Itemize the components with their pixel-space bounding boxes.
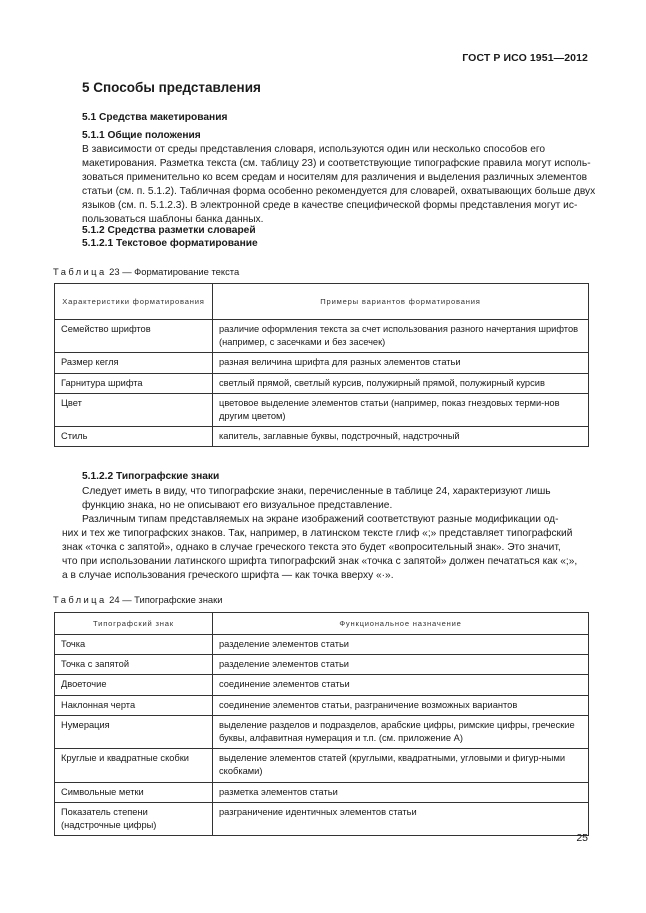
table-header-cell: Типографский знак bbox=[55, 613, 213, 635]
table-cell: соединение элементов статьи bbox=[213, 675, 589, 695]
caption-word: Таблица bbox=[53, 266, 107, 277]
table-cell: Круглые и квадратные скобки bbox=[55, 749, 213, 782]
paragraph-line: статьи (см. п. 5.1.2). Табличная форма особенно рекомендуется для словарей, охватывающих больше двух bbox=[82, 185, 596, 197]
table-23-caption bbox=[53, 266, 239, 277]
paragraph-line: зоваться применительно ко всем средам и носителям для различения и выделения различных элементов bbox=[82, 171, 588, 183]
caption-text: 24 — Типографские знаки bbox=[109, 594, 223, 605]
table-24-caption bbox=[53, 594, 222, 605]
paragraph-line: языков (см. п. 5.1.2.3). В электронной среде в качестве специфической формы представления могут ис- bbox=[82, 199, 578, 211]
table-row bbox=[55, 373, 589, 393]
paragraph-line: них и тех же типографских знаков. Так, например, в латинском тексте глиф «;» представляет типографский bbox=[62, 527, 573, 539]
paragraph-line: а в случае использования греческого шрифта — как точка вверху «·». bbox=[62, 569, 394, 581]
table-cell: разделение элементов статьи bbox=[213, 635, 589, 655]
table-row bbox=[55, 320, 589, 353]
section-5-1-2-2-title: 5.1.2.2 Типографские знаки bbox=[82, 471, 220, 482]
table-cell: Размер кегля bbox=[55, 353, 213, 373]
table-row bbox=[55, 655, 589, 675]
table-row bbox=[55, 782, 589, 802]
section-5-title: 5 Способы представления bbox=[82, 80, 261, 95]
table-cell: Семейство шрифтов bbox=[55, 320, 213, 353]
table-row bbox=[55, 715, 589, 748]
table-cell: выделение разделов и подразделов, арабские цифры, римские цифры, греческие буквы, алфавитная нумерация и т.п. (см. приложение А) bbox=[213, 715, 589, 748]
table-cell: Показатель степени (надстрочные цифры) bbox=[55, 802, 213, 835]
table-cell: светлый прямой, светлый курсив, полужирный прямой, полужирный курсив bbox=[213, 373, 589, 393]
table-cell: разная величина шрифта для разных элементов статьи bbox=[213, 353, 589, 373]
table-cell: разделение элементов статьи bbox=[213, 655, 589, 675]
table-cell: Точка с запятой bbox=[55, 655, 213, 675]
page-number: 25 bbox=[576, 832, 588, 844]
table-cell: Цвет bbox=[55, 393, 213, 426]
table-cell: Двоеточие bbox=[55, 675, 213, 695]
table-cell: Наклонная черта bbox=[55, 695, 213, 715]
table-cell: Точка bbox=[55, 635, 213, 655]
section-5-1-1-title: 5.1.1 Общие положения bbox=[82, 130, 201, 141]
table-cell: Нумерация bbox=[55, 715, 213, 748]
table-cell: Стиль bbox=[55, 427, 213, 447]
caption-text: 23 — Форматирование текста bbox=[109, 266, 240, 277]
table-header-cell: Функциональное назначение bbox=[213, 613, 589, 635]
paragraph-line: знак «точка с запятой», однако в случае греческого текста это будет «вопросительный знак». Это значит, bbox=[62, 541, 561, 553]
table-cell: разграничение идентичных элементов статьи bbox=[213, 802, 589, 835]
table-row bbox=[55, 353, 589, 373]
section-5-1-2-2-paragraph-1 bbox=[82, 485, 588, 513]
paragraph-line: Различным типам представляемых на экране изображений соответствуют разные модификации од- bbox=[82, 514, 559, 525]
table-header-row bbox=[55, 284, 589, 320]
table-24 bbox=[54, 612, 589, 836]
table-row bbox=[55, 427, 589, 447]
table-cell: различие оформления текста за счет использования разного начертания шрифтов (например, с засечками и без засечек) bbox=[213, 320, 589, 353]
paragraph-line: пользоваться шаблоны банка данных. bbox=[82, 213, 264, 225]
section-5-1-2-title: 5.1.2 Средства разметки словарей bbox=[82, 225, 256, 236]
table-row bbox=[55, 635, 589, 655]
table-23 bbox=[54, 283, 589, 447]
table-row bbox=[55, 675, 589, 695]
table-cell: выделение элементов статей (круглыми, квадратными, угловыми и фигур-ными скобками) bbox=[213, 749, 589, 782]
table-cell: разметка элементов статьи bbox=[213, 782, 589, 802]
paragraph-line: В зависимости от среды представления словаря, используются один или несколько способов его bbox=[82, 144, 546, 155]
section-5-1-2-1-title: 5.1.2.1 Текстовое форматирование bbox=[82, 238, 258, 249]
table-header-cell: Характеристики форматирования bbox=[55, 284, 213, 320]
table-row bbox=[55, 393, 589, 426]
section-5-1-title: 5.1 Средства макетирования bbox=[82, 112, 228, 123]
table-cell: Гарнитура шрифта bbox=[55, 373, 213, 393]
table-header-cell: Примеры вариантов форматирования bbox=[213, 284, 589, 320]
table-row bbox=[55, 695, 589, 715]
table-row bbox=[55, 802, 589, 835]
caption-word: Таблица bbox=[53, 594, 107, 605]
table-cell: Символьные метки bbox=[55, 782, 213, 802]
paragraph-line: что при использовании латинского шрифта типографский знак «точка с запятой» должен печататься как «;», bbox=[62, 555, 578, 567]
paragraph-line: макетирования. Разметка текста (см. таблицу 23) и соответствующие типографские правила могут исполь- bbox=[82, 157, 591, 169]
table-header-row bbox=[55, 613, 589, 635]
table-row bbox=[55, 749, 589, 782]
table-cell: соединение элементов статьи, разграничение возможных вариантов bbox=[213, 695, 589, 715]
paragraph-line: функцию знака, но не описывают его визуальное представление. bbox=[82, 499, 393, 511]
document-header: ГОСТ Р ИСО 1951—2012 bbox=[462, 52, 588, 64]
section-5-1-1-paragraph bbox=[82, 143, 596, 226]
section-5-1-2-2-paragraph-2 bbox=[62, 513, 588, 583]
table-cell: капитель, заглавные буквы, подстрочный, надстрочный bbox=[213, 427, 589, 447]
paragraph-line: Следует иметь в виду, что типографские знаки, перечисленные в таблице 24, характеризуют лишь bbox=[82, 486, 551, 497]
table-cell: цветовое выделение элементов статьи (например, показ гнездовых терми-нов другим цветом) bbox=[213, 393, 589, 426]
